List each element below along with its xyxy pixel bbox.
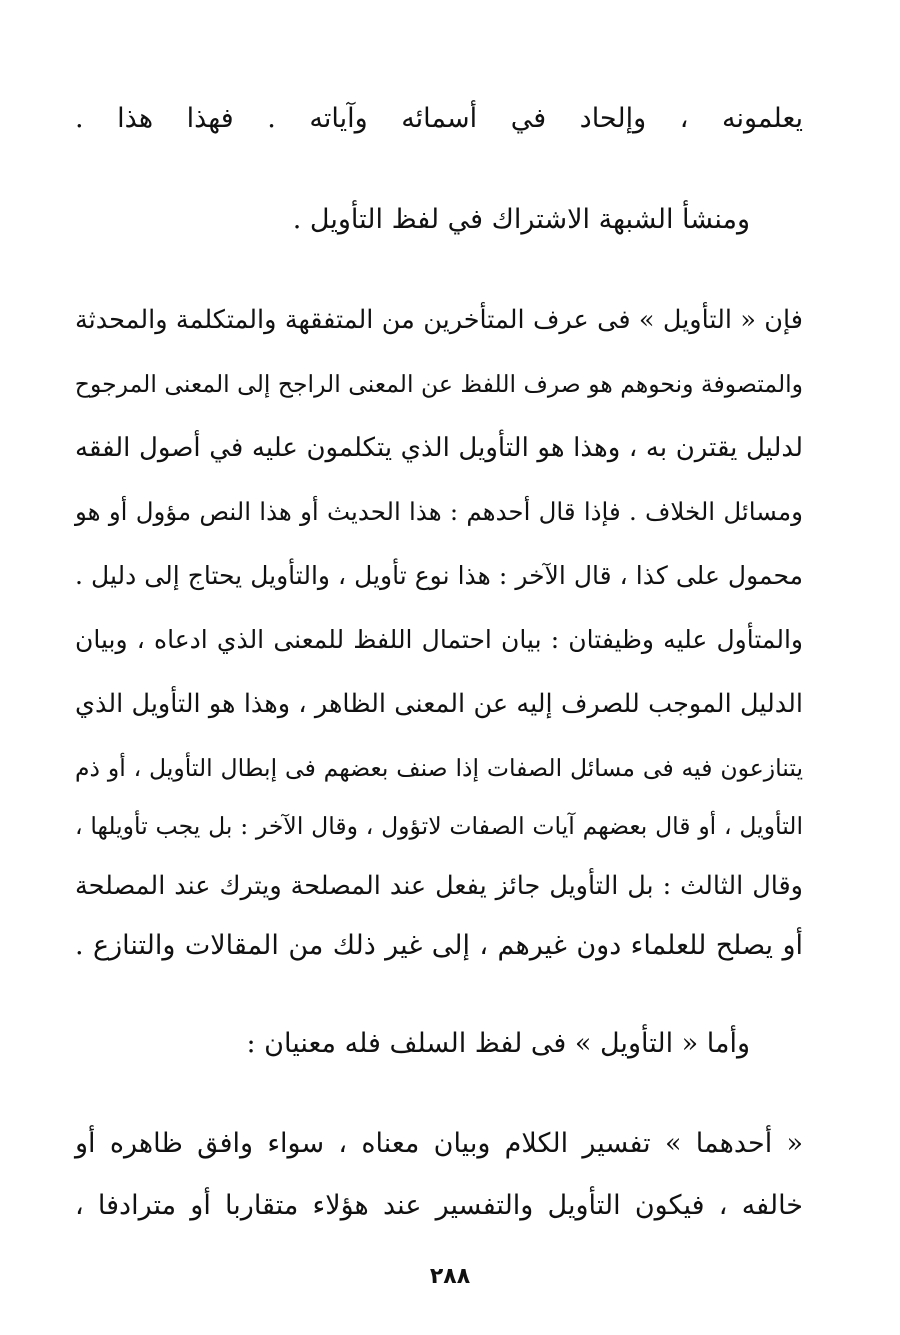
text-line-11: التأويل ، أو قال بعضهم آيات الصفات لاتؤول ، وقال الآخر : بل يجب تأويلها ، [75, 812, 803, 840]
text-line-5: لدليل يقترن به ، وهذا هو التأويل الذي يتكلمون عليه في أصول الفقه [75, 433, 803, 463]
text-line-1: يعلمونه ، وإلحاد في أسمائه وآياته . فهذا هذا . [75, 103, 803, 134]
text-line-10: يتنازعون فيه فى مسائل الصفات إذا صنف بعضهم فى إبطال التأويل ، أو ذم [75, 754, 803, 782]
text-line-15: « أحدهما » تفسير الكلام وبيان معناه ، سواء وافق ظاهره أو [75, 1128, 803, 1159]
section-heading-line-2: وأما « التأويل » فى لفظ السلف فله معنيان : [246, 1028, 750, 1059]
text-line-13: أو يصلح للعلماء دون غيرهم ، إلى غير ذلك من المقالات والتنازع . [75, 930, 803, 961]
text-line-6: ومسائل الخلاف . فإذا قال أحدهم : هذا الحديث أو هذا النص مؤول أو هو [75, 497, 803, 526]
text-line-9: الدليل الموجب للصرف إليه عن المعنى الظاهر ، وهذا هو التأويل الذي [75, 689, 803, 719]
text-line-16: خالفه ، فيكون التأويل والتفسير عند هؤلاء متقاربا أو مترادفا ، [75, 1190, 803, 1221]
section-heading-line: ومنشأ الشبهة الاشتراك في لفظ التأويل . [292, 204, 750, 235]
text-line-12: وقال الثالث : بل التأويل جائز يفعل عند المصلحة ويترك عند المصلحة [75, 871, 803, 901]
text-line-8: والمتأول عليه وظيفتان : بيان احتمال اللفظ للمعنى الذي ادعاه ، وبيان [75, 625, 803, 654]
text-line-4: والمتصوفة ونحوهم هو صرف اللفظ عن المعنى الراجح إلى المعنى المرجوح [74, 370, 803, 398]
page-number: ٢٨٨ [429, 1264, 471, 1289]
text-line-7: محمول على كذا ، قال الآخر : هذا نوع تأويل ، والتأويل يحتاج إلى دليل . [75, 561, 803, 590]
text-line-3: فإن « التأويل » فى عرف المتأخرين من المتفقهة والمتكلمة والمحدثة [75, 305, 803, 335]
